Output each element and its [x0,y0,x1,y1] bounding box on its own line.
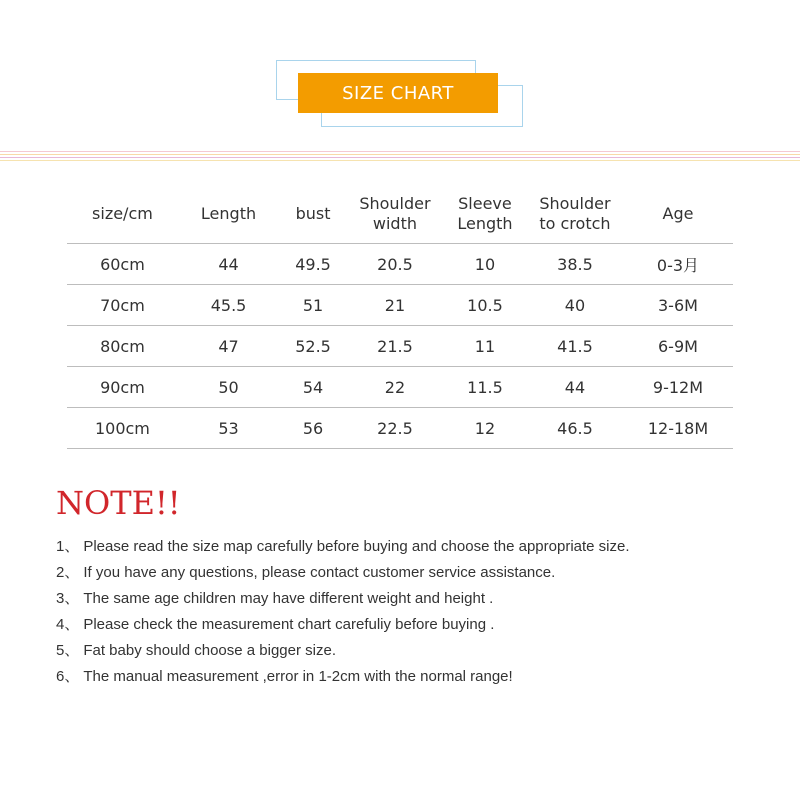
cell-size: 70cm [67,285,178,326]
cell-sleeve-length: 12 [443,408,527,449]
cell-shoulder-to-crotch: 40 [527,285,623,326]
cell-length: 44 [178,244,279,285]
cell-shoulder-width: 21.5 [347,326,443,367]
note-text: The same age children may have different weight and height . [83,590,494,607]
note-number: 5、 [56,642,80,659]
header-age: Age [662,203,694,223]
list-item [56,563,630,589]
list-item [56,641,630,667]
table-row [67,285,733,326]
cell-sleeve-length: 10 [443,244,527,285]
note-list [56,537,630,693]
note-number: 2、 [56,564,80,581]
cell-bust: 51 [279,285,347,326]
cell-age: 6-9M [623,326,733,367]
cell-shoulder-width: 22.5 [347,408,443,449]
cell-length: 53 [178,408,279,449]
cell-sleeve-length: 11.5 [443,367,527,408]
cell-shoulder-to-crotch: 46.5 [527,408,623,449]
list-item [56,667,630,693]
cell-size: 100cm [67,408,178,449]
cell-length: 47 [178,326,279,367]
table-row [67,408,733,449]
header-sleeve-length: Sleeve Length [457,193,513,233]
cell-shoulder-width: 20.5 [347,244,443,285]
cell-age: 3-6M [623,285,733,326]
cell-bust: 49.5 [279,244,347,285]
cell-bust: 52.5 [279,326,347,367]
list-item [56,615,630,641]
table-header-row [67,184,733,244]
cell-bust: 56 [279,408,347,449]
note-text: The manual measurement ,error in 1-2cm with the normal range! [83,668,513,685]
note-text: Please check the measurement chart carefuliy before buying . [83,616,495,633]
note-text: Please read the size map carefully before buying and choose the appropriate size. [83,538,630,555]
list-item [56,589,630,615]
list-item [56,537,630,563]
cell-age: 9-12M [623,367,733,408]
note-text: Fat baby should choose a bigger size. [83,642,336,659]
cell-age: 0-3月 [623,244,733,285]
note-text: If you have any questions, please contact customer service assistance. [83,564,556,581]
decorative-stripes [0,151,800,165]
cell-shoulder-to-crotch: 44 [527,367,623,408]
cell-sleeve-length: 11 [443,326,527,367]
cell-sleeve-length: 10.5 [443,285,527,326]
cell-size: 60cm [67,244,178,285]
table-row [67,244,733,285]
cell-length: 50 [178,367,279,408]
cell-shoulder-to-crotch: 38.5 [527,244,623,285]
cell-size: 80cm [67,326,178,367]
note-number: 3、 [56,590,80,607]
cell-size: 90cm [67,367,178,408]
cell-length: 45.5 [178,285,279,326]
size-table [67,184,733,449]
note-number: 4、 [56,616,80,633]
cell-age: 12-18M [623,408,733,449]
header-shoulder-to-crotch: Shoulder to crotch [539,193,611,233]
cell-shoulder-width: 22 [347,367,443,408]
note-title: NOTE!! [56,484,181,522]
table-row [67,367,733,408]
size-chart-title: SIZE CHART [298,73,498,113]
cell-shoulder-to-crotch: 41.5 [527,326,623,367]
cell-bust: 54 [279,367,347,408]
header-size: size/cm [92,203,153,223]
header-bust: bust [295,203,331,223]
cell-shoulder-width: 21 [347,285,443,326]
table-row [67,326,733,367]
header-shoulder-width: Shoulder width [359,193,431,233]
note-number: 1、 [56,538,80,555]
header-length: Length [200,203,257,223]
note-number: 6、 [56,668,80,685]
